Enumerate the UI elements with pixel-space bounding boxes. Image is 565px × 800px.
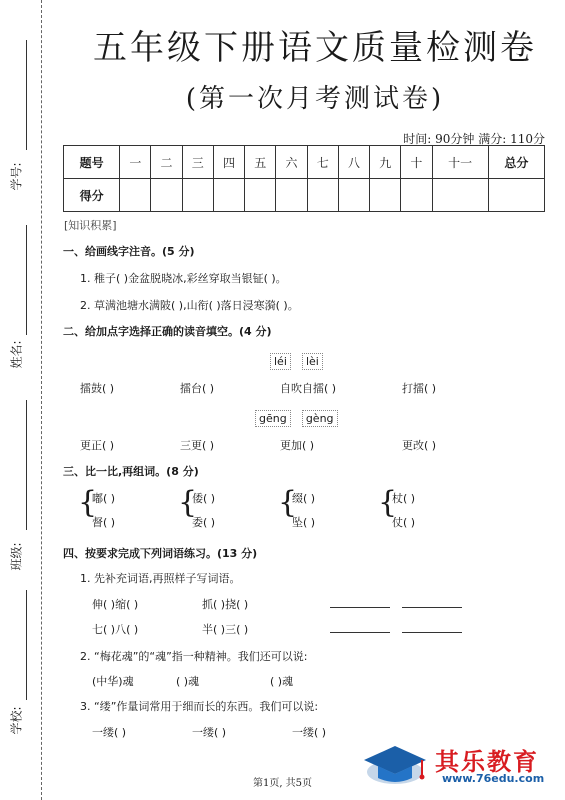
- section-tag: [知识积累]: [64, 219, 117, 232]
- score-cell: 五: [245, 146, 276, 179]
- pinyin-options-1: [270, 350, 323, 369]
- q2-item: 更正( ): [80, 439, 115, 452]
- score-cell: 十: [401, 146, 432, 179]
- score-input-cell[interactable]: [488, 179, 544, 212]
- time-score-info: 时间: 90分钟 满分: 110分: [403, 132, 545, 146]
- q4-fill: 伸( )缩( ): [92, 598, 139, 611]
- student-id-label: 学号:: [9, 162, 24, 191]
- q2-item: 更加( ): [280, 439, 315, 452]
- compare-item: 督( ): [92, 516, 116, 529]
- answer-blank[interactable]: [330, 607, 390, 608]
- answer-blank[interactable]: [402, 632, 462, 633]
- pinyin-option: léi: [270, 353, 291, 370]
- answer-blank[interactable]: [330, 632, 390, 633]
- compare-item: 杖( ): [392, 492, 416, 505]
- question-4-sub-3: 3. “缕”作量词常用于细而长的东西。我们可以说:: [80, 700, 319, 713]
- score-input-cell[interactable]: [120, 179, 151, 212]
- class-underline: [26, 400, 27, 530]
- name-label: 姓名:: [9, 340, 24, 369]
- score-table-header-row: [64, 146, 545, 179]
- score-input-cell[interactable]: [213, 179, 244, 212]
- q2-item: 自吹自擂( ): [280, 382, 337, 395]
- compare-item: 缀( ): [292, 492, 316, 505]
- score-cell: 一: [120, 146, 151, 179]
- score-input-cell[interactable]: [307, 179, 338, 212]
- compare-item: 倭( ): [192, 492, 216, 505]
- question-4-sub-2: 2. “梅花魂”的“魂”指一种精神。我们还可以说:: [80, 650, 308, 663]
- q2-item: 打擂( ): [402, 382, 437, 395]
- compare-item: 仗( ): [392, 516, 416, 529]
- score-cell: 七: [307, 146, 338, 179]
- answer-blank[interactable]: [402, 607, 462, 608]
- q2-item: 三更( ): [180, 439, 215, 452]
- edu-logo: [360, 740, 560, 790]
- q4-strand-item: 一缕( ): [192, 726, 227, 739]
- q2-item: 擂鼓( ): [80, 382, 115, 395]
- score-cell: 十一: [432, 146, 488, 179]
- compare-item: 委( ): [192, 516, 216, 529]
- score-cell: 八: [338, 146, 369, 179]
- question-2-title: 二、给加点字选择正确的读音填空。(4 分): [63, 325, 272, 338]
- compare-item: 坠( ): [292, 516, 316, 529]
- question-1-title: 一、给画线字注音。(5 分): [63, 245, 195, 258]
- pinyin-option: lèi: [302, 353, 323, 370]
- compare-item: 嘟( ): [92, 492, 116, 505]
- logo-url: www.76edu.com: [442, 772, 545, 785]
- pinyin-option: gèng: [302, 410, 338, 427]
- class-label: 班级:: [9, 542, 24, 571]
- q4-strand-item: 一缕( ): [92, 726, 127, 739]
- score-table: [63, 145, 545, 212]
- q2-item: 更改( ): [402, 439, 437, 452]
- q4-fill: 七( )八( ): [92, 623, 139, 636]
- exam-title: 五年级下册语文质量检测卷: [93, 28, 537, 68]
- brace: {: [378, 485, 398, 520]
- q4-fill: 抓( )挠( ): [202, 598, 249, 611]
- score-table-score-row: [64, 179, 545, 212]
- score-input-cell[interactable]: [338, 179, 369, 212]
- score-cell: 四: [213, 146, 244, 179]
- question-1-line-1: 1. 稚子( )金盆脱晓冰,彩丝穿取当银钲( )。: [80, 272, 287, 285]
- score-row-label: 得分: [64, 179, 120, 212]
- q4-soul-item: ( )魂: [176, 675, 200, 688]
- pinyin-option: gēng: [255, 410, 291, 427]
- score-input-cell[interactable]: [432, 179, 488, 212]
- pinyin-options-2: [255, 407, 338, 426]
- question-1-line-2: 2. 草满池塘水满陂( ),山衔( )落日浸寒漪( )。: [80, 299, 299, 312]
- q4-soul-item: ( )魂: [270, 675, 294, 688]
- score-cell: 总分: [488, 146, 544, 179]
- question-4-title: 四、按要求完成下列词语练习。(13 分): [63, 547, 258, 560]
- score-input-cell[interactable]: [151, 179, 182, 212]
- page-footer: 第1页, 共5页: [252, 778, 313, 789]
- binding-dashed-line: [41, 0, 42, 800]
- graduation-cap-icon: [360, 740, 430, 790]
- score-input-cell[interactable]: [401, 179, 432, 212]
- score-input-cell[interactable]: [182, 179, 213, 212]
- q4-soul-item: (中华)魂: [92, 675, 134, 688]
- score-cell: 六: [276, 146, 307, 179]
- question-4-sub-1: 1. 先补充词语,再照样子写词语。: [80, 572, 241, 585]
- score-input-cell[interactable]: [276, 179, 307, 212]
- student-id-underline: [26, 40, 27, 150]
- school-underline: [26, 590, 27, 700]
- name-underline: [26, 225, 27, 335]
- logo-text: 其乐教育: [435, 748, 539, 776]
- exam-subtitle: (第一次月考测试卷): [185, 84, 445, 114]
- question-3-title: 三、比一比,再组词。(8 分): [63, 465, 199, 478]
- brace: {: [178, 485, 198, 520]
- score-input-cell[interactable]: [370, 179, 401, 212]
- score-cell: 题号: [64, 146, 120, 179]
- score-input-cell[interactable]: [245, 179, 276, 212]
- q2-item: 擂台( ): [180, 382, 215, 395]
- q4-fill: 半( )三( ): [202, 623, 249, 636]
- score-cell: 三: [182, 146, 213, 179]
- school-label: 学校:: [9, 706, 24, 735]
- brace: {: [78, 485, 98, 520]
- score-cell: 二: [151, 146, 182, 179]
- q4-strand-item: 一缕( ): [292, 726, 327, 739]
- brace: {: [278, 485, 298, 520]
- score-cell: 九: [370, 146, 401, 179]
